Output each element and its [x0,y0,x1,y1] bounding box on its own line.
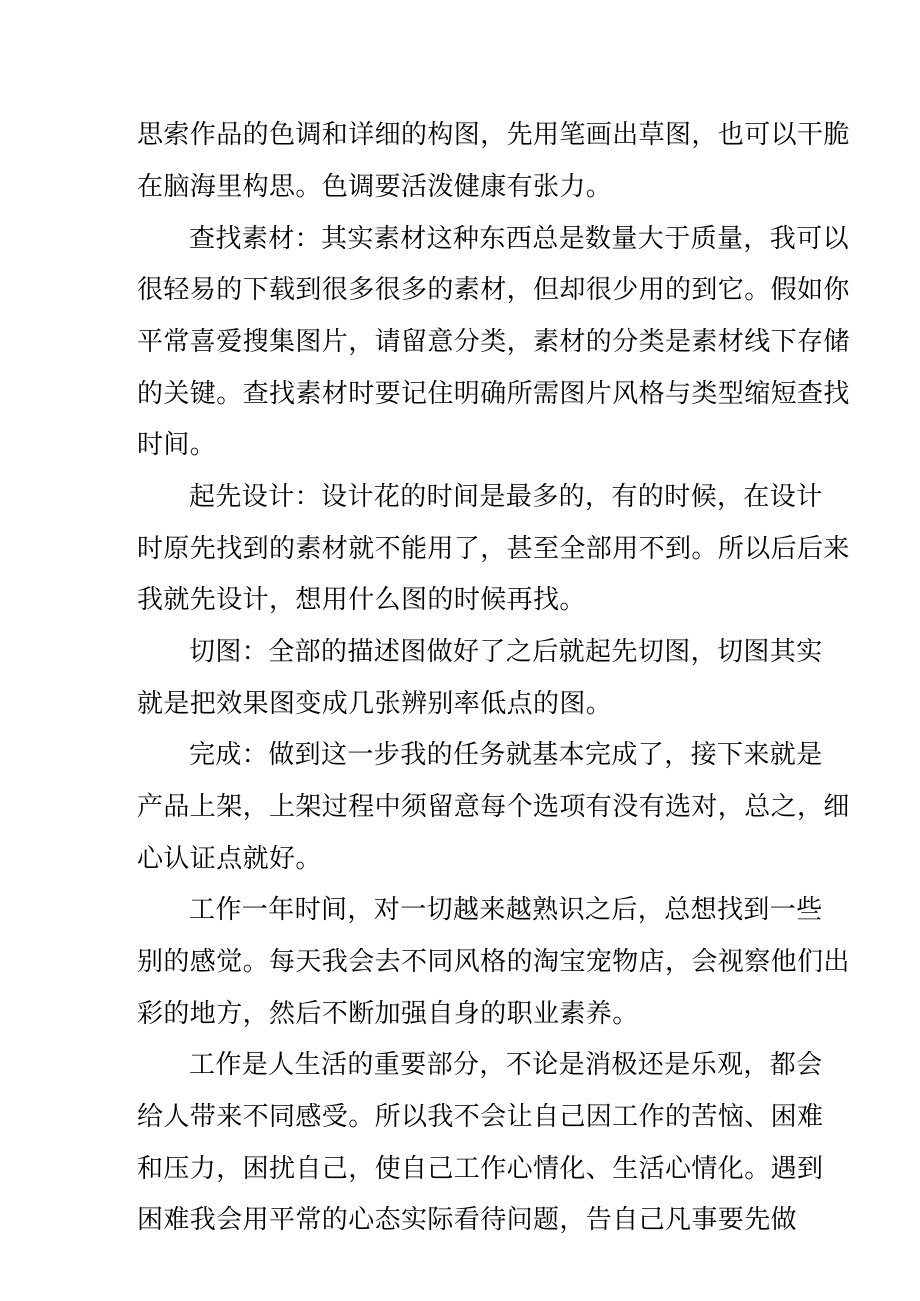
paragraph-5-line-3: 心认证点就好。 [137,844,322,874]
paragraph-7-line-1: 工作是人生活的重要部分，不论是消极还是乐观，都会 [189,1050,823,1080]
paragraph-1-line-1: 思索作品的色调和详细的构图，先用笔画出草图，也可以干脆 [137,120,850,150]
paragraph-5-line-2: 产品上架，上架过程中须留意每个选项有没有选对，总之，细 [137,792,850,822]
paragraph-2-line-5: 时间。 [137,430,217,460]
paragraph-3-line-1: 起先设计：设计花的时间是最多的，有的时候，在设计 [189,482,823,512]
paragraph-6-line-2: 别的感觉。每天我会去不同风格的淘宝宠物店，会视察他们出 [137,947,850,977]
paragraph-2-line-4: 的关键。查找素材时要记住明确所需图片风格与类型缩短查找 [137,379,850,409]
paragraph-7-line-2: 给人带来不同感受。所以我不会让自己因工作的苦恼、困难 [137,1102,824,1132]
paragraph-4-line-2: 就是把效果图变成几张辨别率低点的图。 [137,689,613,719]
paragraph-3-line-2: 时原先找到的素材就不能用了，甚至全部用不到。所以后后来 [137,534,850,564]
paragraph-5-line-1: 完成：做到这一步我的任务就基本完成了，接下来就是 [189,740,823,770]
paragraph-2-line-1: 查找素材：其实素材这种东西总是数量大于质量，我可以 [189,224,850,254]
paragraph-1-line-2: 在脑海里构思。色调要活泼健康有张力。 [137,172,613,202]
paragraph-6-line-1: 工作一年时间，对一切越来越熟识之后，总想找到一些 [189,895,823,925]
paragraph-3-line-3: 我就先设计，想用什么图的时候再找。 [137,585,586,615]
paragraph-2-line-3: 平常喜爱搜集图片，请留意分类，素材的分类是素材线下存储 [137,327,850,357]
paragraph-2-line-2: 很轻易的下载到很多很多的素材，但却很少用的到它。假如你 [137,275,850,305]
paragraph-7-line-3: 和压力，困扰自己，使自己工作心情化、生活心情化。遇到 [137,1154,824,1184]
paragraph-6-line-3: 彩的地方，然后不断加强自身的职业素养。 [137,999,639,1029]
paragraph-7-line-4: 困难我会用平常的心态实际看待问题，告自己凡事要先做 [137,1205,798,1235]
paragraph-4-line-1: 切图：全部的描述图做好了之后就起先切图，切图其实 [189,637,823,667]
